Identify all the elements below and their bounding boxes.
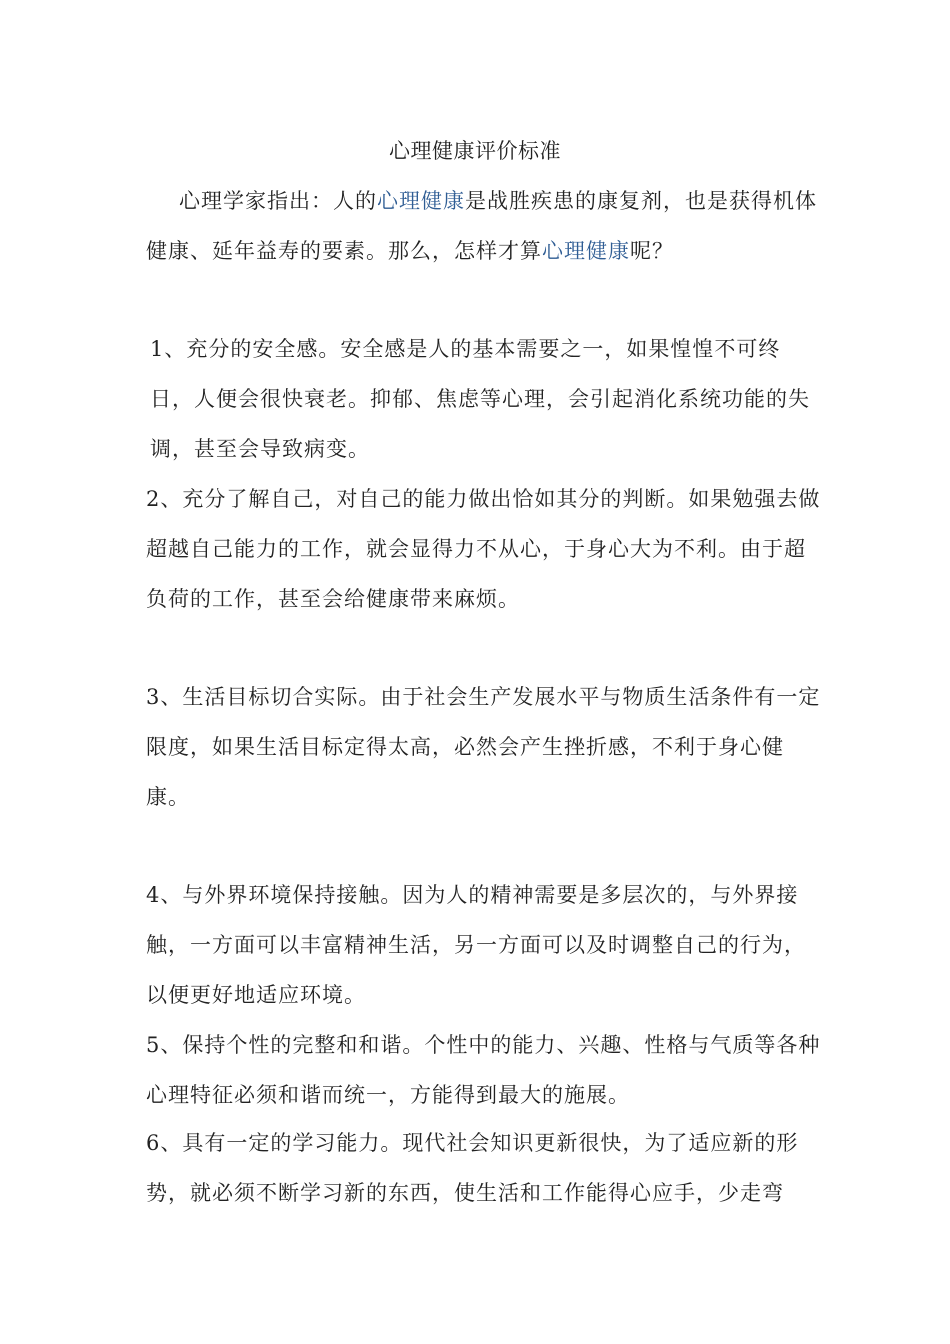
criterion-paragraph-5: 5、保持个性的完整和和谐。个性中的能力、兴趣、性格与气质等各种心理特征必须和谐而统一，方能得到最大的施展。 [146, 1033, 821, 1107]
intro-text-1: 心理学家指出：人的 [179, 189, 377, 213]
criterion-paragraph-1: 1、充分的安全感。安全感是人的基本需要之一，如果惶惶不可终日，人便会很快衰老。抑郁、焦虑等心理，会引起消化系统功能的失调，甚至会导致病变。 [150, 337, 810, 461]
criterion-paragraph-3: 3、生活目标切合实际。由于社会生产发展水平与物质生活条件有一定限度，如果生活目标定得太高，必然会产生挫折感，不利于身心健康。 [146, 685, 821, 809]
criterion-paragraph-2: 2、充分了解自己，对自己的能力做出恰如其分的判断。如果勉强去做超越自己能力的工作，就会显得力不从心，于身心大为不利。由于超负荷的工作，甚至会给健康带来麻烦。 [146, 487, 821, 611]
mental-health-link-1[interactable]: 心理健康 [377, 189, 465, 213]
mental-health-link-2[interactable]: 心理健康 [542, 239, 630, 263]
criterion-paragraph-4: 4、与外界环境保持接触。因为人的精神需要是多层次的，与外界接触，一方面可以丰富精神生活，另一方面可以及时调整自己的行为，以便更好地适应环境。 [146, 883, 806, 1007]
criterion-paragraph-6: 6、具有一定的学习能力。现代社会知识更新很快，为了适应新的形势，就必须不断学习新的东西，使生活和工作能得心应手，少走弯 [146, 1131, 799, 1205]
intro-text-2: 是战胜疾患的康复剂，也是获得机体健康、延年益寿的要素。那么，怎样才算 [146, 189, 817, 263]
intro-text-3: 呢？ [630, 239, 674, 263]
document-title: 心理健康评价标准 [389, 139, 561, 163]
intro-paragraph [146, 176, 822, 276]
